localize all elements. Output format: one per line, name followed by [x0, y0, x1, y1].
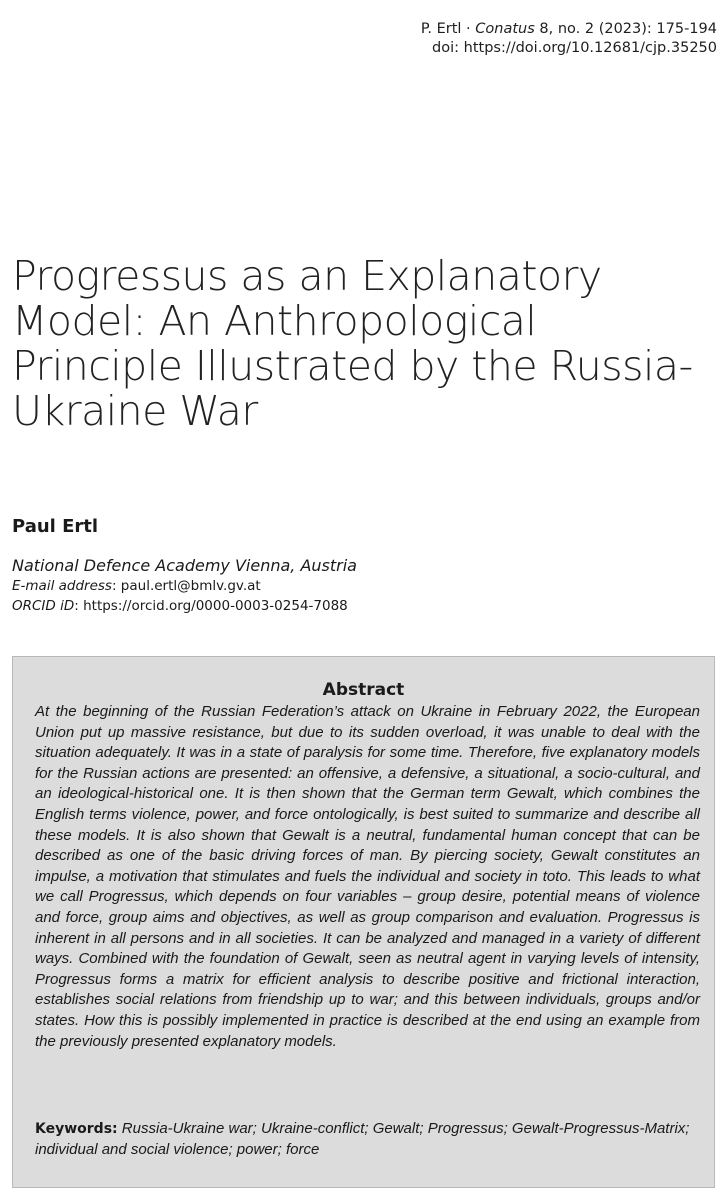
orcid-value[interactable]: : https://orcid.org/0000-0003-0254-7088	[74, 598, 348, 614]
citation-line	[421, 20, 717, 39]
abstract-heading: Abstract	[322, 680, 405, 700]
journal-name: Conatus	[475, 21, 535, 37]
keywords-line	[35, 1119, 700, 1160]
citation-prefix: P. Ertl ·	[420, 21, 476, 37]
doi-line[interactable]: doi: https://doi.org/10.12681/cjp.35250	[432, 40, 717, 56]
keywords-list: Russia-Ukraine war; Ukraine-conflict; Gewalt; Progressus; Gewalt-Progressus-Matrix; individual and social violence; power; force	[35, 1120, 690, 1158]
orcid-line	[12, 597, 348, 615]
author-name: Paul Ertl	[12, 516, 99, 537]
orcid-label: ORCID iD	[12, 598, 75, 614]
keywords-label: Keywords:	[35, 1121, 118, 1137]
email-value[interactable]: : paul.ertl@bmlv.gv.at	[111, 578, 261, 594]
author-affiliation: National Defence Academy Vienna, Austria	[12, 556, 357, 575]
email-line	[12, 577, 261, 595]
citation-header	[421, 20, 717, 58]
abstract-box	[12, 656, 715, 1188]
email-label: E-mail address	[12, 578, 112, 594]
paper-title: Progressus as an Explanatory Model: An Anthropological Principle Illustrated by the Russia- Ukraine War	[12, 252, 693, 435]
citation-details: 8, no. 2 (2023): 175-194	[534, 21, 717, 37]
abstract-text: At the beginning of the Russian Federation’s attack on Ukraine in February 2022, the European Union put up massive resistance, but due to its sudden overload, it was unable to deal with the situation adequately. It was in a state of paralysis for some time. Therefore, five explanatory models for the Russian actions are presented: an offensive, a defensive, a situational, a socio-cultural, and an ideological-historical one. It is then shown that the German term Gewalt, which combines the English terms violence, power, and force ontologically, is best suited to summarize and describe all these models. It is also shown that Gewalt is a neutral, fundamental human concept that can be described as one of the basic driving forces of man. By piercing society, Gewalt constitutes an impulse, a motivation that stimulates and fuels the individual and society in toto. This leads to what we call Progressus, which depends on four variables – group desire, potential means of violence and force, group aims and objectives, as well as group comparison and evaluation. Progressus is inherent in all persons and in all societies. It can be analyzed and managed in a variety of different ways. Combined with the foundation of Gewalt, seen as neutral agent in varying levels of intensity, Progressus forms a matrix for efficient analysis to describe positive and frictional interaction, establishes social relations from friendship up to war; and this between individuals, groups and/or states. How this is possibly implemented in practice is described at the end using an example from the previously presented explanatory models.	[35, 703, 700, 1050]
